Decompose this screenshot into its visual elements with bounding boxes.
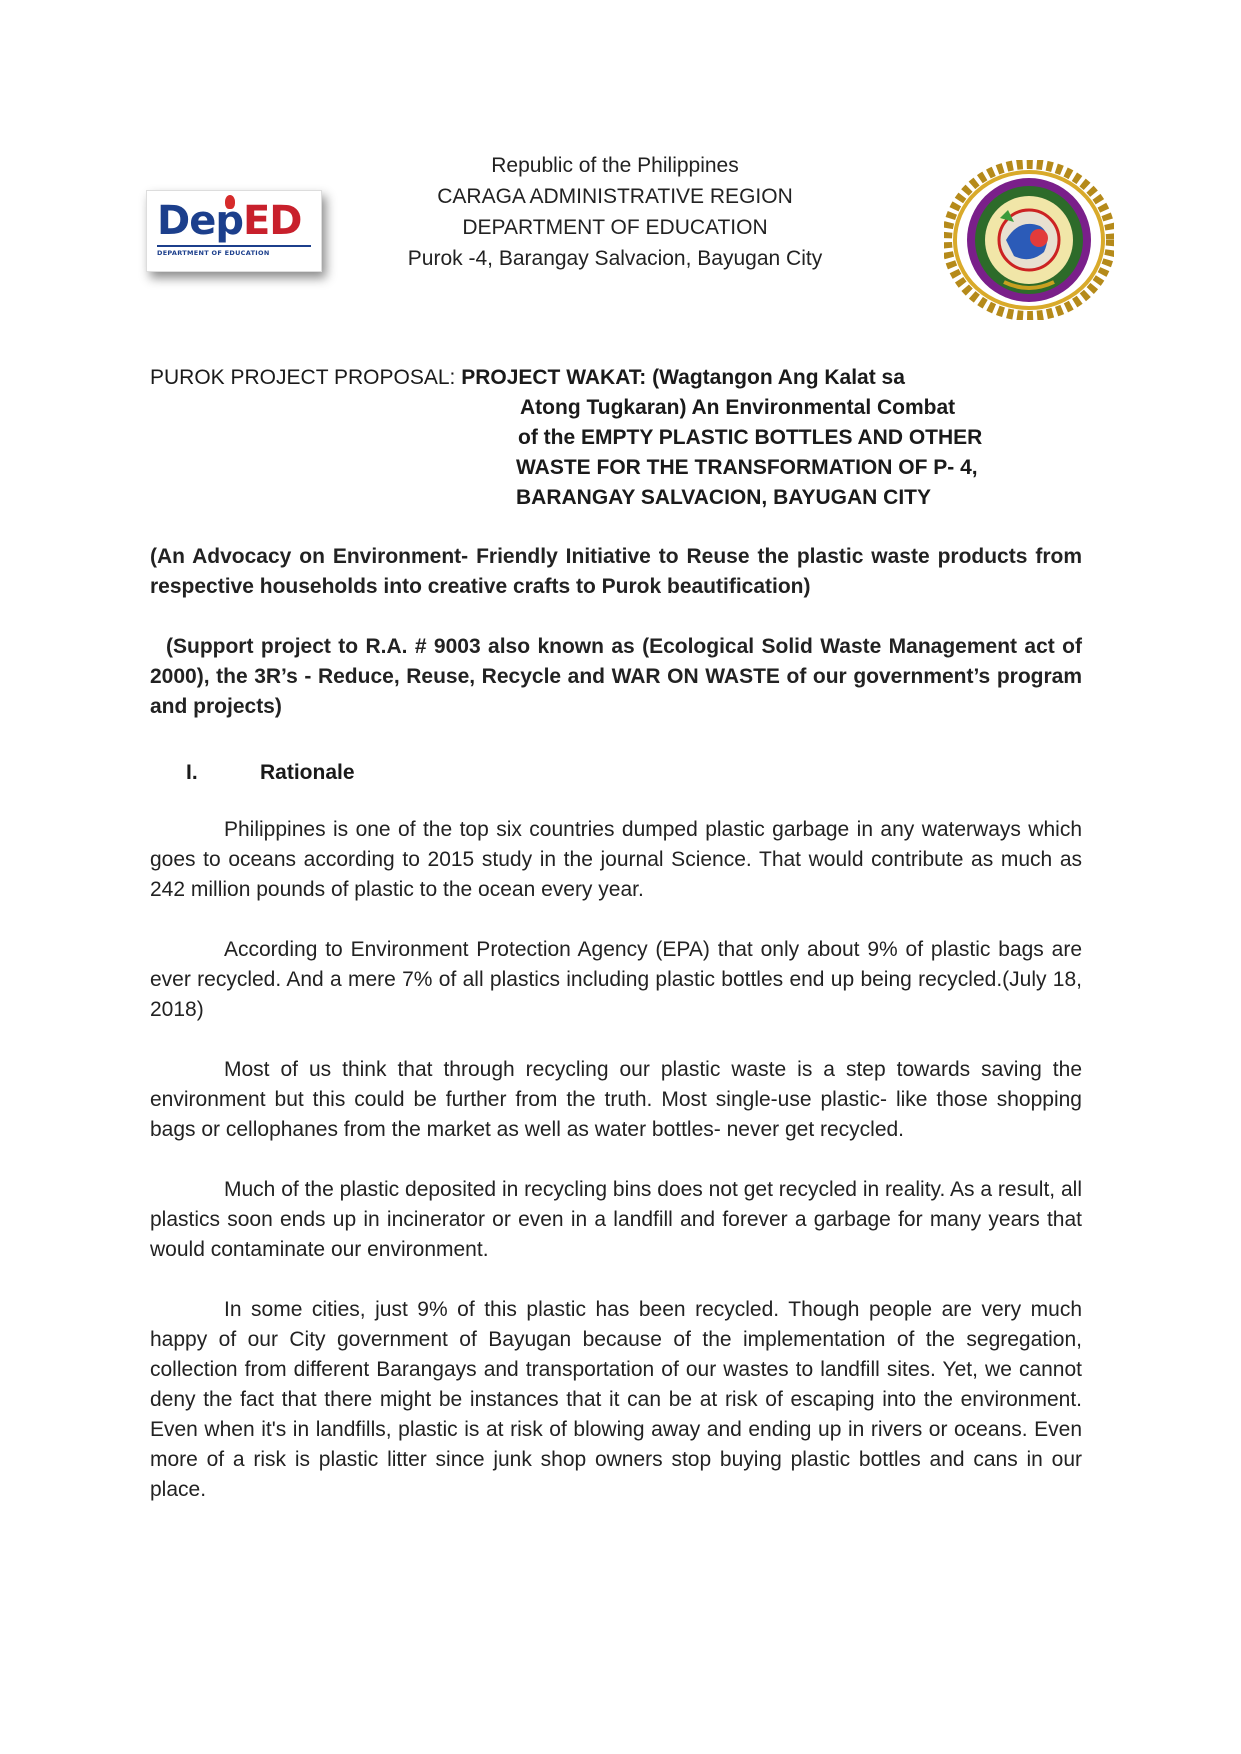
- section-title: Rationale: [260, 761, 355, 784]
- proposal-title-line-1: PROJECT WAKAT: (Wagtangon Ang Kalat sa: [461, 366, 905, 389]
- logo-divider: [157, 245, 311, 247]
- proposal-title-line-3: of the EMPTY PLASTIC BOTTLES AND OTHER: [518, 426, 983, 449]
- proposal-title-line-2: Atong Tugkaran) An Environmental Combat: [520, 396, 956, 419]
- support-statement: (Support project to R.A. # 9003 also known as (Ecological Solid Waste Management act of 2000), the 3R’s - Reduce, Reuse, Recycle and WAR ON WASTE of our government’s program and projects): [150, 635, 1082, 718]
- letterhead-line-2: CARAGA ADMINISTRATIVE REGION: [437, 185, 793, 208]
- proposal-title-line-4: WASTE FOR THE TRANSFORMATION OF P- 4,: [516, 456, 978, 479]
- letterhead-line-4: Purok -4, Barangay Salvacion, Bayugan City: [407, 247, 823, 270]
- letterhead: [360, 150, 870, 274]
- proposal-heading: [150, 363, 905, 393]
- letterhead-line-1: Republic of the Philippines: [491, 154, 739, 177]
- deped-logo-subtitle: DEPARTMENT OF EDUCATION: [157, 249, 270, 257]
- rationale-paragraph-4: Much of the plastic deposited in recycling bins does not get recycled in reality. As a result, all plastics soon ends up in incinerator or even in a landfill and forever a garbage for many years that would contaminate our environment.: [150, 1178, 1082, 1261]
- letterhead-line-3: DEPARTMENT OF EDUCATION: [462, 216, 768, 239]
- deped-logo-ed: ED: [242, 198, 302, 244]
- proposal-label: PUROK PROJECT PROPOSAL:: [150, 366, 462, 389]
- rationale-paragraph-2: According to Environment Protection Agency (EPA) that only about 9% of plastic bags are ever recycled. And a mere 7% of all plastics including plastic bottles end up being recycled.(July 18, 2018): [150, 938, 1082, 1021]
- deped-logo-dep: Dep: [157, 198, 243, 244]
- section-number: I.: [186, 761, 198, 784]
- deped-logo-wordmark: [157, 199, 302, 243]
- rationale-paragraph-1: Philippines is one of the top six countries dumped plastic garbage in any waterways which goes to oceans according to 2015 study in the journal Science. That would contribute as much as 242 million pounds of plastic to the ocean every year.: [150, 818, 1082, 901]
- school-seal-icon: [944, 160, 1114, 320]
- rationale-paragraph-3: Most of us think that through recycling our plastic waste is a step towards saving the environment but this could be further from the truth. Most single-use plastic- like those shopping bags or cellophanes from the market as well as water bottles- never get recycled.: [150, 1058, 1082, 1141]
- advocacy-statement: (An Advocacy on Environment- Friendly Initiative to Reuse the plastic waste products from respective households into creative crafts to Purok beautification): [150, 545, 1082, 598]
- deped-logo: [146, 190, 322, 272]
- proposal-title-line-5: BARANGAY SALVACION, BAYUGAN CITY: [516, 486, 931, 509]
- rationale-paragraph-5: In some cities, just 9% of this plastic has been recycled. Though people are very much happy of our City government of Bayugan because of the implementation of the segregation, collection from different Barangays and transportation of our wastes to landfill sites. Yet, we cannot deny the fact that there might be instances that it can be at risk of escaping into the environment. Even when it's in landfills, plastic is at risk of blowing away and ending up in rivers or oceans. Even more of a risk is plastic litter since junk shop owners stop buying plastic bottles and cans in our place.: [150, 1298, 1082, 1501]
